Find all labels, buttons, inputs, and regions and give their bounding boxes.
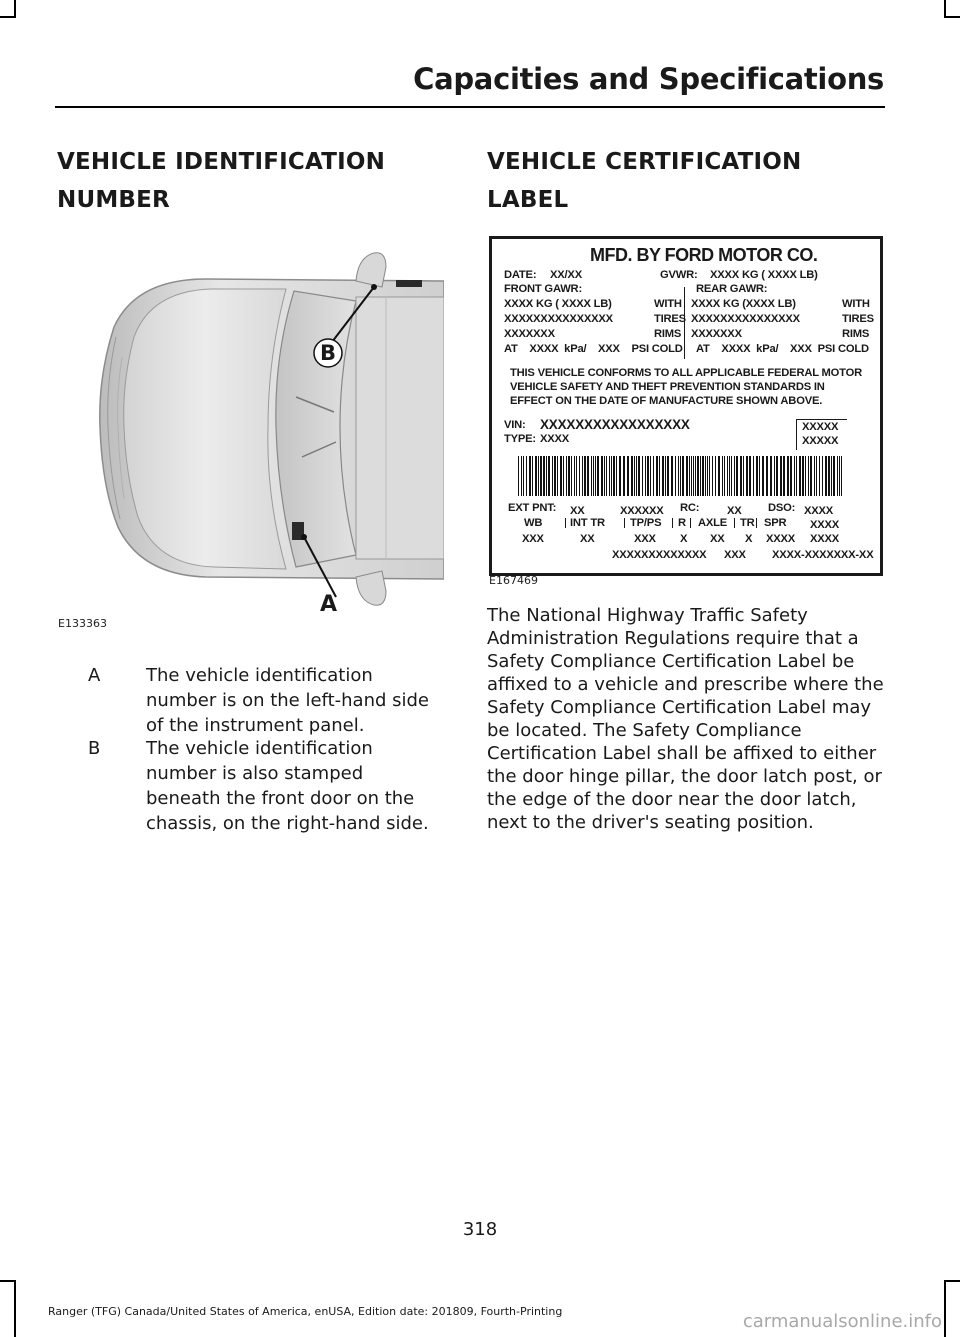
barcode-bar — [762, 456, 764, 496]
barcode-bar — [695, 456, 696, 496]
barcode-bar — [722, 456, 723, 496]
barcode-bar — [616, 456, 617, 496]
barcode-bar — [802, 456, 804, 496]
barcode-bar — [828, 456, 830, 496]
barcode-bar — [816, 456, 817, 496]
barcode-bar — [822, 456, 823, 496]
label-tick — [756, 518, 757, 528]
barcode-bar — [686, 456, 688, 496]
barcode-bar — [825, 456, 827, 496]
page-header-title: Capacities and Specifications — [413, 62, 884, 96]
vehicle-top-view-figure — [56, 237, 444, 632]
barcode-bar — [554, 456, 556, 496]
barcode-bar — [709, 456, 710, 496]
item-label: B — [88, 738, 101, 759]
mfd-text: MFD. BY FORD MOTOR CO. — [590, 245, 818, 265]
barcode-bar — [693, 456, 694, 496]
crop-mark — [0, 1280, 16, 1282]
barcode-bar — [521, 456, 522, 496]
barcode-bar — [665, 456, 666, 496]
barcode-bar — [552, 456, 553, 496]
barcode-bar — [700, 456, 701, 496]
barcode-bar — [810, 456, 812, 496]
label-tick — [734, 518, 735, 528]
callout-a: A — [320, 592, 338, 617]
barcode-bar — [593, 456, 594, 496]
barcode-bar — [736, 456, 738, 496]
barcode-bar — [756, 456, 758, 496]
header-rule — [55, 106, 885, 108]
barcode-bar — [734, 456, 735, 496]
barcode-bar — [548, 456, 550, 496]
barcode-bar — [697, 456, 699, 496]
barcode-bar — [814, 456, 815, 496]
vehicle-top-view-illustration — [56, 237, 444, 632]
barcode-bar — [671, 456, 673, 496]
barcode-bar — [619, 456, 621, 496]
barcode-bar — [727, 456, 728, 496]
certification-label-figure: MFD. BY FORD MOTOR CO. DATE: XX/XX GVWR: XXXX KG ( XXXX LB) FRONT GAWR: REAR GAWR: XXXX KG ( XXXX LB) XXXX KG (XXXX LB) WITH WITH XXXXXXXXXXXXXXX XXXXXXXXXXXXXXX TIRES TIRES XXXXXXX XXXXXXX RIMS RIMS AT XXXX kPa/ XXX PSI COLD AT XXXX kPa/ XXX PSI COLD THIS VEHICLE CONFORMS TO ALL APPLICABLE FEDERAL MOTOR VEHICLE SAFETY AND THEFT PREVENTION STANDARDS IN EFFECT ON THE DATE OF MANUFACTURE SHOWN ABOVE. VIN: XXXXXXXXXXXXXXXXX TYPE: XXXX XXXXX XXXXX EXT PNT: XX XXXXXX RC: XX DSO: XXXX WB INT TR TP/PS R AXLE TR SPR XXXX XXX XX XXX X XX X XXXX XXXX XXXXXXXXXXXXX XXX XXXX-XXXXXXX-XX — [489, 236, 883, 576]
barcode-bar — [794, 456, 795, 496]
barcode-bar — [631, 456, 633, 496]
label-tick — [565, 518, 566, 528]
barcode-bar — [753, 456, 754, 496]
watermark: carmanualsonline.info — [742, 1311, 942, 1332]
list-item — [57, 663, 443, 736]
label-tick — [690, 518, 691, 528]
barcode-bar — [833, 456, 835, 496]
barcode-bar — [691, 456, 692, 496]
barcode-bar — [518, 456, 519, 496]
barcode-bar — [611, 456, 612, 496]
barcode-bar — [839, 456, 840, 496]
item-label: A — [88, 665, 101, 686]
label-tick — [672, 518, 673, 528]
barcode-bar — [774, 456, 775, 496]
figure-id-cert: E167469 — [489, 574, 538, 587]
callout-b: B — [319, 341, 336, 365]
barcode-bar — [682, 456, 684, 496]
barcode-bar — [566, 456, 567, 496]
barcode-bar — [563, 456, 564, 496]
barcode-bar — [532, 456, 533, 496]
barcode — [518, 456, 848, 496]
barcode-bar — [543, 456, 545, 496]
footer-edition: Ranger (TFG) Canada/United States of America, enUSA, Edition date: 201809, Fourth-Printing — [48, 1305, 563, 1318]
barcode-bar — [837, 456, 838, 496]
barcode-bar — [636, 456, 637, 496]
barcode-bar — [587, 456, 589, 496]
barcode-bar — [568, 456, 570, 496]
barcode-bar — [770, 456, 772, 496]
barcode-bar — [783, 456, 785, 496]
barcode-bar — [529, 456, 531, 496]
barcode-bar — [638, 456, 640, 496]
barcode-bar — [584, 456, 586, 496]
vin-value: XXXXXXXXXXXXXXXXX — [540, 417, 690, 432]
barcode-bar — [787, 456, 789, 496]
barcode-bar — [645, 456, 646, 496]
barcode-bar — [582, 456, 583, 496]
vin-section-title: VEHICLE IDENTIFICATION NUMBER — [57, 149, 386, 213]
list-item — [57, 736, 443, 834]
barcode-bar — [808, 456, 809, 496]
barcode-bar — [540, 456, 542, 496]
barcode-bar — [766, 456, 768, 496]
barcode-bar — [606, 456, 607, 496]
barcode-bar — [678, 456, 679, 496]
barcode-bar — [749, 456, 751, 496]
barcode-bar — [601, 456, 603, 496]
barcode-bar — [724, 456, 725, 496]
barcode-bar — [841, 456, 842, 496]
barcode-bar — [799, 456, 801, 496]
barcode-bar — [675, 456, 676, 496]
barcode-bar — [796, 456, 797, 496]
barcode-bar — [653, 456, 654, 496]
barcode-bar — [819, 456, 820, 496]
barcode-bar — [647, 456, 649, 496]
barcode-bar — [689, 456, 690, 496]
barcode-bar — [650, 456, 651, 496]
barcode-bar — [526, 456, 527, 496]
barcode-bar — [634, 456, 635, 496]
barcode-bar — [560, 456, 562, 496]
barcode-bar — [707, 456, 708, 496]
label-tick — [624, 518, 625, 528]
barcode-bar — [546, 456, 547, 496]
barcode-bar — [667, 456, 669, 496]
barcode-bar — [712, 456, 713, 496]
barcode-bar — [659, 456, 660, 496]
barcode-bar — [740, 456, 742, 496]
crop-mark — [944, 16, 960, 18]
barcode-bar — [680, 456, 681, 496]
barcode-bar — [662, 456, 664, 496]
barcode-bar — [604, 456, 605, 496]
cert-section-title: VEHICLE CERTIFICATION LABEL — [487, 149, 802, 213]
barcode-bar — [535, 456, 537, 496]
page-number: 318 — [462, 1219, 498, 1240]
barcode-bar — [595, 456, 596, 496]
barcode-bar — [576, 456, 577, 496]
barcode-bar — [715, 456, 716, 496]
crop-mark — [14, 1282, 16, 1337]
barcode-bar — [790, 456, 792, 496]
item-text: The vehicle identification number is also stamped beneath the front door on the chassis, on the right-hand side. — [146, 738, 429, 834]
barcode-bar — [729, 456, 730, 496]
barcode-bar — [557, 456, 558, 496]
barcode-bar — [780, 456, 782, 496]
barcode-bar — [571, 456, 572, 496]
barcode-bar — [609, 456, 610, 496]
crop-mark — [944, 1282, 946, 1337]
barcode-bar — [776, 456, 778, 496]
barcode-bar — [759, 456, 760, 496]
cert-body-text: The National Highway Traffic Safety Administration Regulations require that a Safety Compliance Certification Label be affixed to a vehicle and prescribe where the Safety Compliance Certification Label may be located. The Safety Compliance Certification Label shall be affixed to either the door hinge pillar, the door latch post, or the edge of the door near the door latch, next to the driver's seating position. — [487, 605, 884, 833]
barcode-bar — [831, 456, 832, 496]
barcode-bar — [579, 456, 580, 496]
item-text: The vehicle identification number is on the left-hand side of the instrument panel. — [146, 665, 429, 736]
figure-id-vin: E133363 — [58, 617, 107, 630]
crop-mark — [0, 16, 16, 18]
barcode-bar — [656, 456, 658, 496]
barcode-bar — [613, 456, 615, 496]
barcode-bar — [805, 456, 806, 496]
barcode-bar — [523, 456, 524, 496]
barcode-bar — [642, 456, 643, 496]
barcode-bar — [705, 456, 706, 496]
barcode-bar — [597, 456, 599, 496]
barcode-bar — [746, 456, 748, 496]
barcode-bar — [718, 456, 720, 496]
barcode-bar — [627, 456, 629, 496]
crop-mark — [944, 1280, 960, 1282]
barcode-bar — [591, 456, 592, 496]
barcode-bar — [743, 456, 744, 496]
barcode-bar — [702, 456, 704, 496]
barcode-bar — [623, 456, 625, 496]
barcode-bar — [538, 456, 539, 496]
barcode-bar — [574, 456, 575, 496]
barcode-bar — [731, 456, 732, 496]
